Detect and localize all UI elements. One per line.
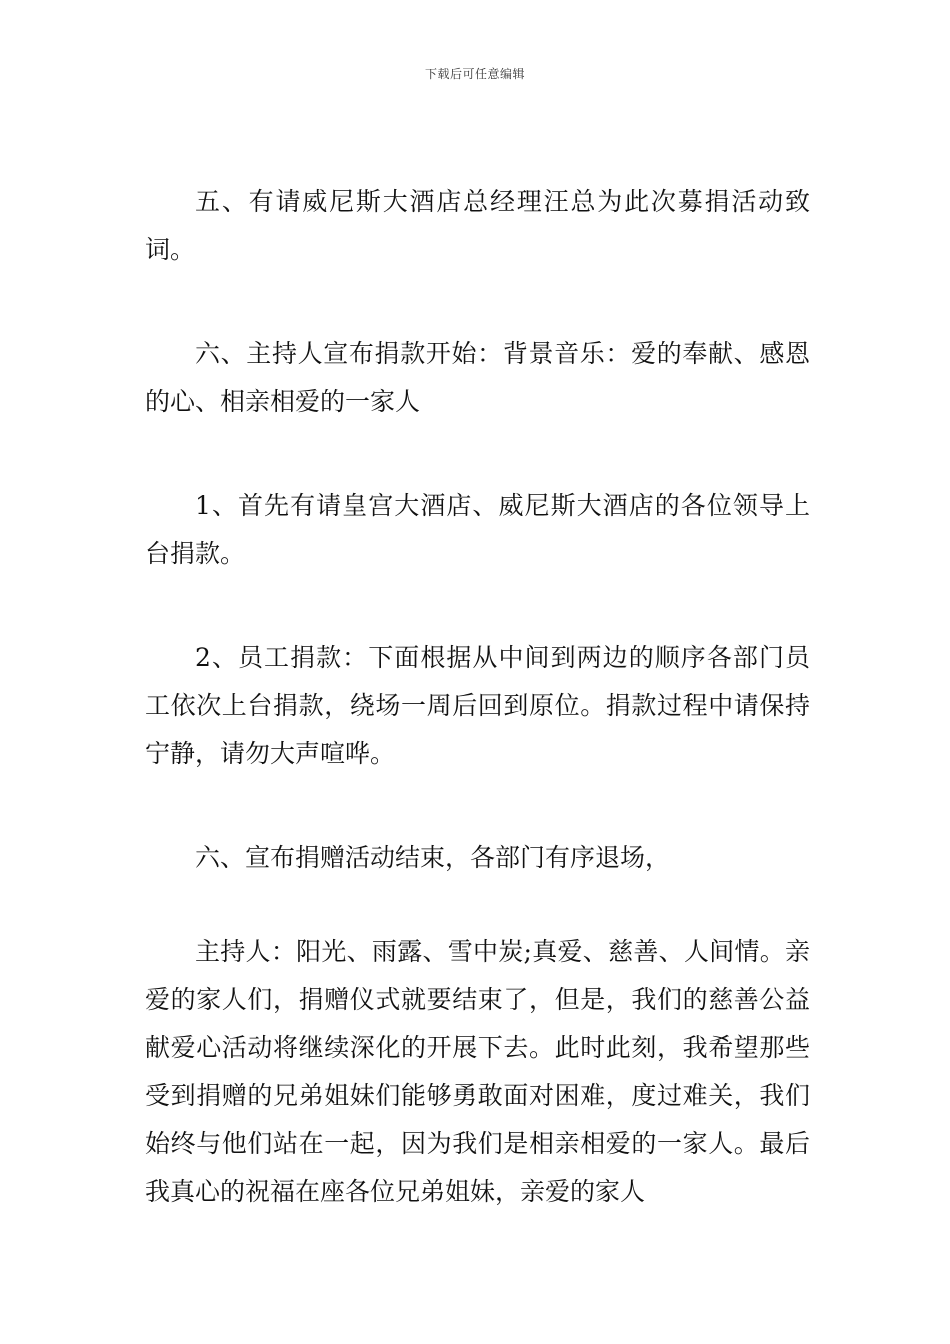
document-body [145,178,810,1216]
page-header-note: 下载后可任意编辑 [424,67,525,81]
paragraph-spacer [145,426,810,482]
paragraph-spacer [145,274,810,330]
paragraph-spacer [145,882,810,928]
paragraph-host-closing: 主持人：阳光、雨露、雪中炭;真爱、慈善、人间情。亲爱的家人们，捐赠仪式就要结束了，但是，我们的慈善公益献爱心活动将继续深化的开展下去。此时此刻，我希望那些受到捐赠的兄弟姐妹们能够勇敢面对困难，度过难关，我们始终与他们站在一起，因为我们是相亲相爱的一家人。最后我真心的祝福在座各位兄弟姐妹，亲爱的家人 [145,937,810,1206]
paragraph-staff-donate: 2、员工捐款：下面根据从中间到两边的顺序各部门员工依次上台捐款，绕场一周后回到原位。捐款过程中请保持宁静，请勿大声喧哗。 [145,643,810,768]
paragraph-speech-invitation: 五、有请威尼斯大酒店总经理汪总为此次募捐活动致词。 [145,187,810,264]
paragraph-donation-start: 六、主持人宣布捐款开始：背景音乐：爱的奉献、感恩的心、相亲相爱的一家人 [145,339,810,416]
paragraph-leaders-donate: 1、首先有请皇宫大酒店、威尼斯大酒店的各位领导上台捐款。 [145,491,810,568]
paragraph-spacer [145,778,810,834]
paragraph-spacer [145,578,810,634]
paragraph-event-end: 六、宣布捐赠活动结束，各部门有序退场， [195,843,671,872]
